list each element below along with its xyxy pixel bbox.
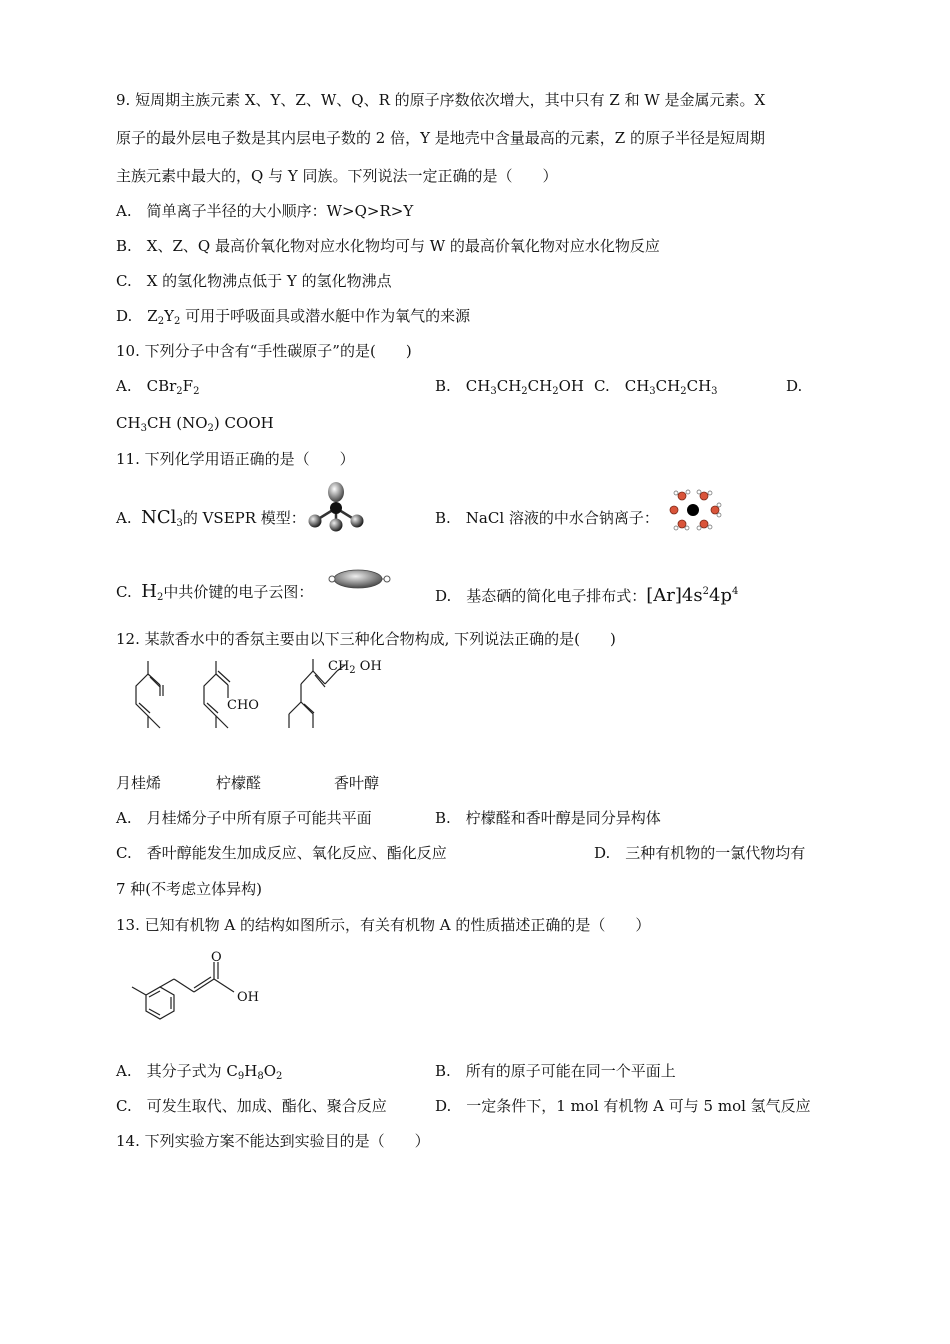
hydroxyl-oh-label: OH <box>237 990 259 1005</box>
q12-option-d-cont: 7 种(不考虑立体异构) <box>116 880 263 898</box>
myrcene-name: 月桂烯 <box>116 774 162 792</box>
q10-stem: 10. 下列分子中含有“手性碳原子”的是( ) <box>116 342 412 360</box>
q10-option-b: B. $CH_3CH_2CH_2OH$ <box>435 377 584 397</box>
q9-option-b: B. X、Z、Q 最高价氧化物对应水化物均可与 W 的最高价氧化物对应水化物反应 <box>116 237 660 255</box>
carbonyl-o-label: O <box>211 950 222 965</box>
q9-stem-line3: 主族元素中最大的，Q 与 Y 同族。下列说法一定正确的是（ ） <box>116 167 558 185</box>
citral-structure <box>204 661 230 728</box>
h2-electron-cloud-diagram <box>330 568 392 590</box>
q9-option-a: A. 简单离子半径的大小顺序：W>Q>R>Y <box>116 202 414 220</box>
cl-atom <box>351 515 364 528</box>
q9-option-d: D. $Z_2Y_2$ 可用于呼吸面具或潜水艇中作为氧气的来源 <box>116 307 471 327</box>
electron-cloud <box>334 570 382 588</box>
cl-atom <box>309 515 322 528</box>
q10-option-d: $CH_3CH$ $(NO_2)$ COOH <box>116 414 274 434</box>
q11-option-d: D. 基态硒的简化电子排布式：$[Ar]4s^24p^4$ <box>435 585 739 606</box>
q13-option-c: C. 可发生取代、加成、酯化、聚合反应 <box>116 1097 387 1115</box>
hydrated-sodium-ion-diagram <box>672 488 722 532</box>
q9-option-c: C. X 的氢化物沸点低于 Y 的氢化物沸点 <box>116 272 392 290</box>
q9-stem-line1: 9. 短周期主族元素 X、Y、Z、W、Q、R 的原子序数依次增大，其中只有 Z 和 W 是金属元素。X <box>116 91 766 109</box>
q12-stem: 12. 某款香水中的香氛主要由以下三种化合物构成, 下列说法正确的是( ) <box>116 630 616 648</box>
q10-option-a: A. $CBr_2F_2$ <box>116 377 200 397</box>
q10-option-c: C. $CH_3CH_2CH_3$ <box>594 377 718 397</box>
lone-pair-lobe <box>328 482 344 502</box>
q12-option-d: D. 三种有机物的一氯代物均有 <box>594 844 806 862</box>
ncl3-vsepr-model <box>305 478 367 534</box>
cl-atom <box>330 519 343 532</box>
q13-option-a: A. 其分子式为 $C_9H_8O_2$ <box>116 1062 283 1082</box>
q13-option-b: B. 所有的原子可能在同一个平面上 <box>435 1062 676 1080</box>
h-atom <box>329 576 335 582</box>
myrcene-structure <box>136 661 163 728</box>
q13-option-d: D. 一定条件下，1 mol 有机物 A 可与 5 mol 氢气反应 <box>435 1097 811 1115</box>
q11-option-c: C. $H_2$中共价键的电子云图： <box>116 581 314 603</box>
q9-stem-line2: 原子的最外层电子数是其内层电子数的 2 倍，Y 是地壳中含量最高的元素，Z 的原子半径是短周期 <box>116 129 765 147</box>
na-ion <box>687 504 699 516</box>
q13-stem: 13. 已知有机物 A 的结构如图所示，有关有机物 A 的性质描述正确的是（ ） <box>116 916 651 934</box>
q11-stem: 11. 下列化学用语正确的是（ ） <box>116 450 355 468</box>
q11-option-a: A. NCl$_3$的 VSEPR 模型： <box>116 507 306 529</box>
geraniol-ch2oh-label: $CH_2$ OH <box>328 659 382 676</box>
q12-option-a: A. 月桂烯分子中所有原子可能共平面 <box>116 809 372 827</box>
citral-cho-label: CHO <box>227 698 259 713</box>
n-atom <box>330 502 342 514</box>
q12-option-c: C. 香叶醇能发生加成反应、氧化反应、酯化反应 <box>116 844 447 862</box>
geraniol-name: 香叶醇 <box>334 774 380 792</box>
q11-option-b: B. NaCl 溶液的中水合钠离子： <box>435 509 659 527</box>
h-atom <box>384 576 390 582</box>
q10-option-d-label: D. <box>786 377 803 395</box>
citral-name: 柠檬醛 <box>216 774 262 792</box>
q14-stem: 14. 下列实验方案不能达到实验目的是（ ） <box>116 1132 430 1150</box>
q12-option-b: B. 柠檬醛和香叶醇是同分异构体 <box>435 809 661 827</box>
